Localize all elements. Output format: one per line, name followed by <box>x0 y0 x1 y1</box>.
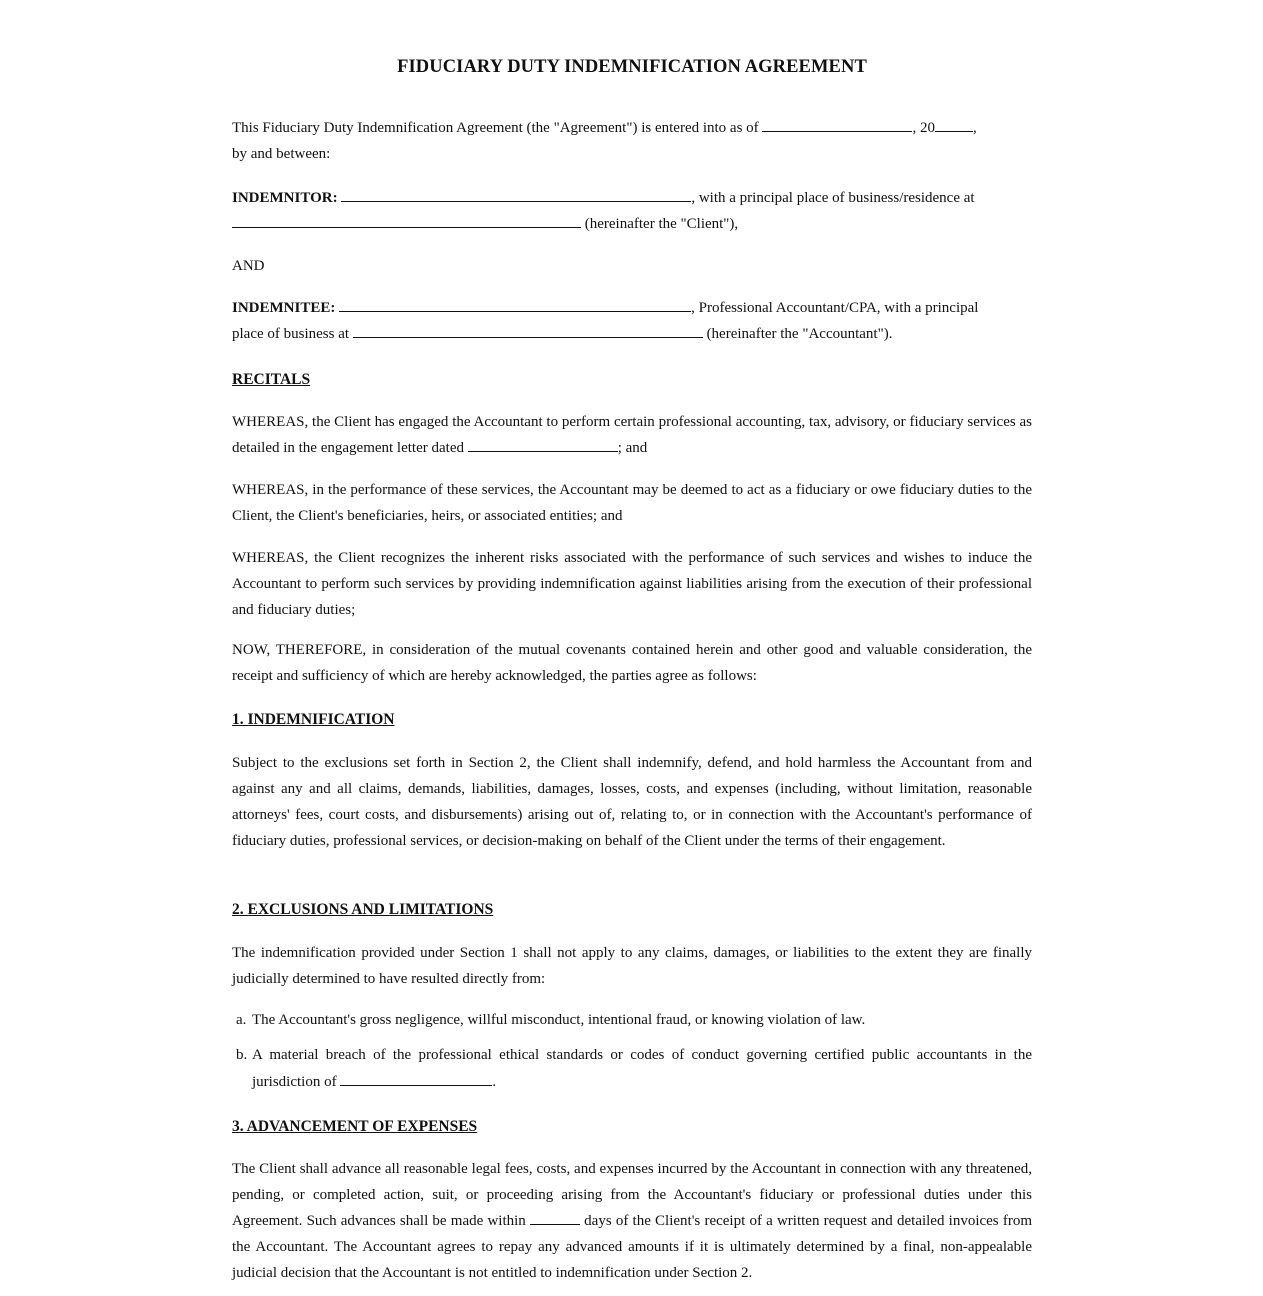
engagement-date-blank[interactable] <box>468 437 618 452</box>
indemnitor-paragraph: INDEMNITOR: , with a principal place of business/residence at (hereinafter the "Client"), <box>232 185 1032 237</box>
list-item <box>232 1007 1032 1034</box>
list-item-text: The Accountant's gross negligence, willful misconduct, intentional fraud, or knowing violation of law. <box>252 1012 866 1028</box>
intro-text: This Fiduciary Duty Indemnification Agreement (the "Agreement") is entered into as of <box>232 120 763 136</box>
now-therefore-paragraph: NOW, THEREFORE, in consideration of the mutual covenants contained herein and other good and valuable consideration, the receipt and sufficiency of which are hereby acknowledged, the parties agree as follows: <box>232 642 1032 684</box>
whereas-2: WHEREAS, in the performance of these services, the Accountant may be deemed to act as a fiduciary or owe fiduciary duties to the Client, the Client's beneficiaries, heirs, or associated entities; and <box>232 482 1032 524</box>
jurisdiction-blank[interactable] <box>340 1071 492 1086</box>
list-item <box>232 1042 1032 1096</box>
indemnitor-name-blank[interactable] <box>341 187 691 202</box>
document-title: FIDUCIARY DUTY INDEMNIFICATION AGREEMENT <box>397 57 867 77</box>
and-separator: AND <box>232 258 265 274</box>
indemnitee-address-blank[interactable] <box>353 323 703 338</box>
list-marker: b. <box>236 1047 248 1063</box>
indemnitee-name-blank[interactable] <box>339 297 691 312</box>
section-3-heading: 3. ADVANCEMENT OF EXPENSES <box>232 1118 478 1135</box>
indemnitee-paragraph: INDEMNITEE: , Professional Accountant/CPA, with a principal place of business at (hereinafter the "Accountant"). <box>232 295 1032 347</box>
section-2-body: The indemnification provided under Section 1 shall not apply to any claims, damages, or liabilities to the extent they are finally judicially determined to have resulted directly from: <box>232 945 1032 987</box>
date-blank-field[interactable] <box>762 117 912 132</box>
days-blank-field[interactable] <box>530 1210 580 1225</box>
recitals-heading: RECITALS <box>232 371 311 388</box>
whereas-1: WHEREAS, the Client has engaged the Accountant to perform certain professional accounting, tax, advisory, or fiduciary services as detailed in the engagement letter dated ; and <box>232 414 1032 456</box>
list-marker: a. <box>236 1012 247 1028</box>
indemnitor-label: INDEMNITOR: <box>232 190 338 206</box>
section-1-body: Subject to the exclusions set forth in Section 2, the Client shall indemnify, defend, and hold harmless the Accountant from and against any and all claims, demands, liabilities, damages, losses, costs, and expenses (including, without limitation, reasonable attorneys' fees, court costs, and disbursements) arising out of, relating to, or in connection with the Accountant's performance of fiduciary duties, professional services, or decision-making on behalf of the Client under the terms of their engagement. <box>232 755 1032 849</box>
section-2-heading: 2. EXCLUSIONS AND LIMITATIONS <box>232 901 494 918</box>
whereas-3: WHEREAS, the Client recognizes the inherent risks associated with the performance of such services and wishes to induce the Accountant to perform such services by providing indemnification against liabilities arising from the execution of their professional and fiduciary duties; <box>232 550 1032 618</box>
section-1-heading: 1. INDEMNIFICATION <box>232 711 395 728</box>
intro-paragraph: This Fiduciary Duty Indemnification Agreement (the "Agreement") is entered into as of , 20 , by and between: <box>232 115 1032 167</box>
indemnitee-label: INDEMNITEE: <box>232 300 336 316</box>
year-blank-field[interactable] <box>935 117 973 132</box>
section-3-body: The Client shall advance all reasonable legal fees, costs, and expenses incurred by the Accountant in connection with any threatened, pending, or completed action, suit, or proceeding arising from the Accountant's fiduciary or professional duties under this Agreement. Such advances shall be made within days of the Client's receipt of a written request and detailed invoices from the Accountant. The Accountant agrees to repay any advanced amounts if it is ultimately determined by a final, non-appealable judicial decision that the Accountant is not entitled to indemnification under Section 2. <box>232 1161 1032 1281</box>
list-item-text: A material breach of the professional ethical standards or codes of conduct governing certified public accountants in the jurisdiction of . <box>252 1047 1032 1090</box>
indemnitor-address-blank[interactable] <box>232 213 581 228</box>
